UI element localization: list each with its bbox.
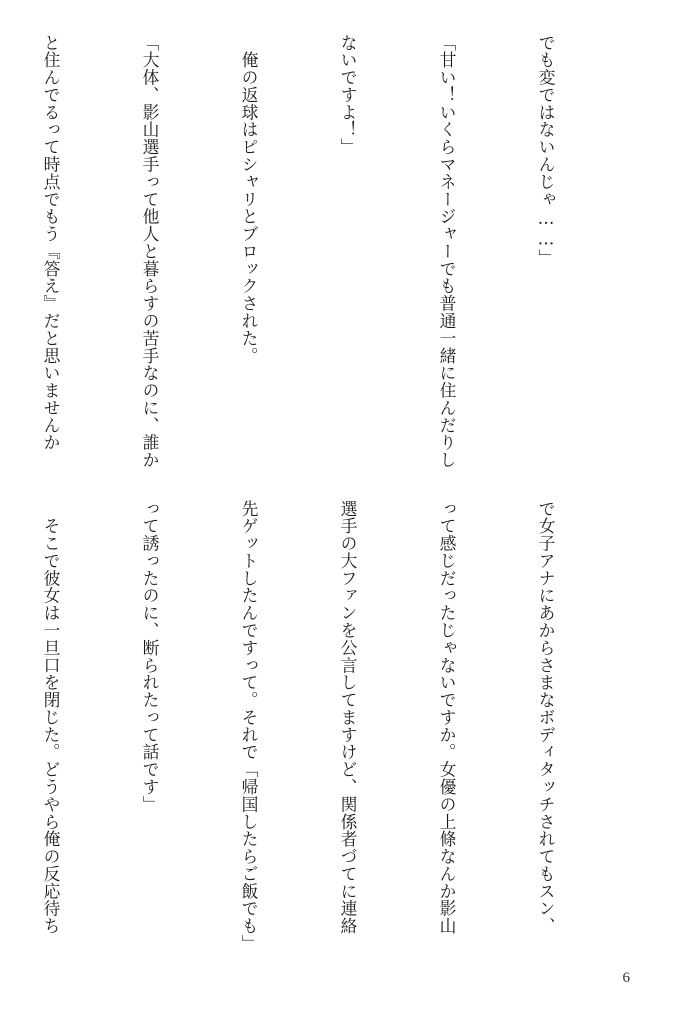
text-line: って感じだったじゃないですか。女優の上條なんか影山 bbox=[437, 500, 457, 935]
text-line: 「甘い！いくらマネージャーでも普通一緒に住んだりし bbox=[437, 34, 457, 469]
text-block-lower bbox=[41, 500, 628, 953]
text-block-upper bbox=[41, 34, 628, 486]
text-line: 先ゲットしたんですって。それで「帰国したらご飯でも」 bbox=[239, 500, 259, 953]
text-line: と住んでるって時点でもう『答え』だと思いませんか bbox=[41, 34, 61, 452]
text-line: 俺の返球はピシャリとブロックされた。 bbox=[239, 34, 259, 365]
text-line: 「大体、影山選手って他人と暮らすの苦手なのに、誰か bbox=[140, 34, 160, 469]
text-line: で女子アナにあからさまなボディタッチされてもスン、 bbox=[536, 500, 556, 935]
text-line: って誘ったのに、断られたって話です」 bbox=[140, 500, 160, 814]
page-number: 6 bbox=[622, 970, 630, 986]
text-line: ないですよ！」 bbox=[338, 34, 358, 156]
text-line: でも変ではないんじゃ……」 bbox=[536, 34, 556, 267]
text-line: 選手の大ファンを公言してますけど、関係者づてに連絡 bbox=[338, 500, 358, 935]
text-line: そこで彼女は一旦口を閉じた。どうやら俺の反応待ち bbox=[41, 500, 61, 935]
